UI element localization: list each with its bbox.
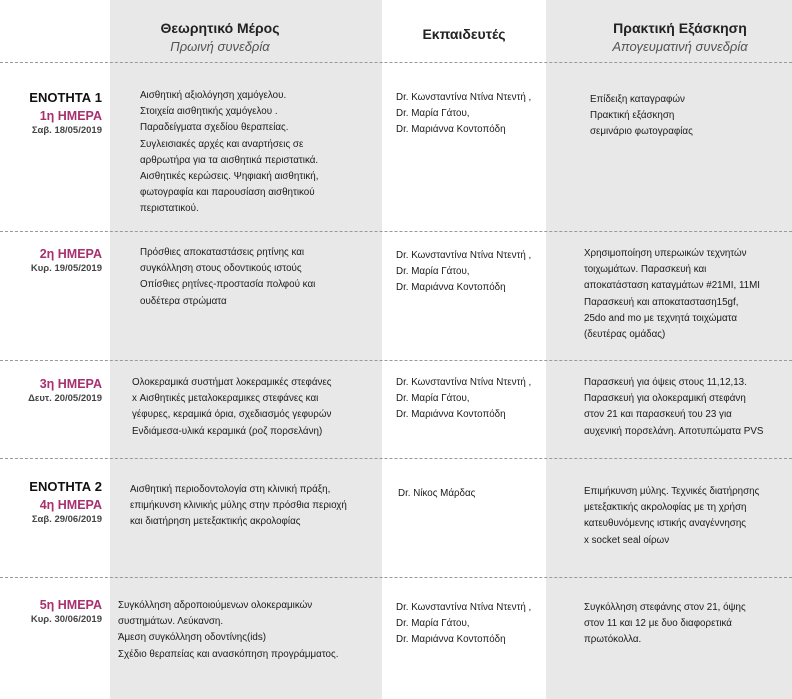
practice-line: Παρασκευή για όψεις στους 11,12,13. [584, 377, 747, 388]
theory-header [110, 0, 330, 62]
theory-cell-4 [130, 482, 366, 531]
theory-line: και διατήρηση μετεξακτικής ακρολοφίας [130, 516, 301, 528]
theory-line: Άμεση συγκόλληση οδοντίνης(ids) [118, 632, 266, 644]
theory-line: Ολοκεραμικά συστήματ λοκεραμικές στεφάνες [132, 377, 332, 388]
instructors-cell-1 [396, 90, 544, 139]
practice-cell-1 [590, 92, 792, 141]
practice-line: Παρασκευή και αποκατασταση15gf, [584, 296, 739, 308]
instructors-cell-3 [396, 375, 544, 424]
day-title: 5η ΗΜΕΡΑ [39, 598, 102, 612]
practice-title: Πρακτική Εξάσκηση [613, 20, 747, 36]
practice-line: στον 21 και παρασκευή του 23 για [584, 409, 732, 421]
day-title: 4η ΗΜΕΡΑ [39, 498, 102, 512]
practice-cell-3 [584, 375, 788, 440]
practice-line: (δευτέρας ομάδας) [584, 329, 666, 341]
day-date: Κυρ. 19/05/2019 [30, 263, 102, 274]
practice-line: στον 11 και 12 με δυο διαφορετικά [584, 618, 732, 630]
theory-line: x Αισθητικές μεταλοκεραμικες στεφάνες και [132, 393, 319, 405]
practice-line: Επίδειξη καταγραφών [590, 94, 685, 105]
row-divider [0, 577, 792, 578]
theory-line: Συγλεισιακές αρχές και αναρτήσεις σε [140, 138, 304, 150]
theory-subtitle: Πρωινή συνεδρία [170, 39, 270, 54]
row-divider [0, 458, 792, 459]
theory-cell-3 [132, 375, 368, 440]
theory-title: Θεωρητικό Μέρος [160, 20, 280, 36]
practice-cell-2 [584, 246, 788, 343]
theory-line: Αισθητική περιοδοντολογία στη κλινική πράξη, [130, 484, 331, 495]
day-label-1 [0, 90, 102, 136]
instructor-name: Dr. Κωνσταντίνα Ντίνα Ντεντή , [396, 377, 532, 388]
practice-line: x socket seal οίρων [584, 534, 670, 546]
practice-line: αυχενική πορσελάνη. Αποτυπώματα PVS [584, 425, 764, 437]
theory-line: Αισθητικές κερώσεις. Ψηφιακή αισθητική, [140, 171, 319, 183]
practice-cell-5 [584, 600, 788, 649]
theory-line: συγκόλληση στους οδοντικούς ιστούς [140, 263, 302, 275]
instructors-title: Εκπαιδευτές [422, 26, 506, 42]
practice-line: Πρακτική εξάσκηση [590, 110, 675, 122]
instructor-name: Dr. Μαρία Γάτου, [396, 108, 470, 120]
day-label-2 [0, 247, 102, 274]
theory-cell-5 [118, 598, 376, 663]
instructor-name: Dr. Μαρία Γάτου, [396, 266, 470, 278]
practice-line: σεμινάριο φωτογραφίας [590, 126, 693, 138]
instructor-name: Dr. Μαριάννα Κοντοπόδη [396, 409, 506, 421]
theory-line: Παραδείγματα σχεδίου θεραπείας. [140, 122, 289, 134]
practice-line: κατευθυνόμενης ιστικής αναγέννησης [584, 518, 747, 530]
theory-line: Σχέδιο θεραπείας και ανασκόπηση προγράμματος. [118, 648, 339, 660]
instructor-name: Dr. Μαριάννα Κοντοπόδη [396, 282, 506, 294]
practice-line: Συγκόλληση στεφάνης στον 21, όψης [584, 602, 746, 613]
day-date: Κυρ. 30/06/2019 [30, 614, 102, 625]
unit-label: ΕΝΟΤΗΤΑ 2 [29, 479, 102, 494]
practice-line: αποκατάσταση καταγμάτων #21MI, 11MI [584, 280, 760, 292]
practice-line: μετεξακτικής ακρολοφίας με τη χρήση [584, 502, 747, 514]
day-date: Δευτ. 20/05/2019 [28, 393, 102, 404]
day-date: Σαβ. 29/06/2019 [31, 514, 102, 525]
practice-line: Επιμήκυνση μύλης. Τεχνικές διατήρησης [584, 486, 760, 497]
practice-line: τοιχωμάτων. Παρασκευή και [584, 264, 707, 276]
theory-line: περιστατικού. [140, 203, 199, 215]
theory-line: Αισθητική αξιολόγηση χαμόγελου. [140, 90, 287, 101]
day-title: 3η ΗΜΕΡΑ [39, 377, 102, 391]
theory-line: ουδέτερα στρώματα [140, 295, 227, 307]
day-title: 2η ΗΜΕΡΑ [39, 247, 102, 261]
row-divider [0, 231, 792, 232]
row-divider [0, 62, 792, 63]
day-label-4 [0, 479, 102, 525]
practice-line: Παρασκευή για ολοκεραμική στεφάνη [584, 393, 746, 405]
instructor-name: Dr. Μαρία Γάτου, [396, 393, 470, 405]
theory-line: γέφυρες, κεραμικά όρια, σχεδιασμός γεφυρών [132, 409, 332, 421]
day-date: Σαβ. 18/05/2019 [31, 125, 102, 136]
practice-subtitle: Απογευματινή συνεδρία [612, 39, 748, 54]
day-title: 1η ΗΜΕΡΑ [39, 109, 102, 123]
theory-line: αρθρωτήρα για τα αισθητικά περιστατικά. [140, 154, 319, 166]
theory-line: Ενδιάμεσα-υλικά κεραμικά (ροζ πορσελάνη) [132, 425, 323, 437]
instructors-cell-2 [396, 248, 544, 297]
theory-line: επιμήκυνση κλινικής μύλης στην πρόσθια περιοχή [130, 500, 347, 512]
practice-line: Χρησιμοποίηση υπερωικών τεχνητών [584, 248, 747, 259]
instructor-name: Dr. Κωνσταντίνα Ντίνα Ντεντή , [396, 92, 532, 103]
theory-line: Οπίσθιες ρητίνες-προστασία πολφού και [140, 279, 316, 291]
instructor-name: Dr. Μαρία Γάτου, [396, 618, 470, 630]
theory-cell-2 [140, 245, 376, 310]
instructors-cell-4 [398, 486, 546, 502]
theory-line: συστημάτων. Λεύκανση. [118, 616, 224, 628]
practice-line: πρωτόκολλα. [584, 634, 642, 646]
day-label-5 [0, 598, 102, 625]
instructor-name: Dr. Μαριάννα Κοντοπόδη [396, 634, 506, 646]
instructor-name: Dr. Νίκος Μάρδας [398, 488, 476, 499]
theory-line: Πρόσθιες αποκαταστάσεις ρητίνης και [140, 247, 305, 258]
practice-header [580, 0, 780, 62]
day-label-3 [0, 377, 102, 404]
theory-line: Συγκόλληση αδροποιούμενων ολοκεραμικών [118, 600, 313, 611]
row-divider [0, 360, 792, 361]
instructor-name: Dr. Κωνσταντίνα Ντίνα Ντεντή , [396, 250, 532, 261]
instructors-cell-5 [396, 600, 544, 649]
practice-cell-4 [584, 484, 788, 549]
unit-label: ΕΝΟΤΗΤΑ 1 [29, 90, 102, 105]
instructor-name: Dr. Μαριάννα Κοντοπόδη [396, 124, 506, 136]
instructor-name: Dr. Κωνσταντίνα Ντίνα Ντεντή , [396, 602, 532, 613]
theory-cell-1 [140, 88, 376, 218]
theory-line: φωτογραφία και παρουσίαση αισθητικού [140, 187, 315, 199]
theory-line: Στοιχεία αισθητικής χαμόγελου . [140, 106, 278, 118]
practice-line: 25do and mo με τεχνητά τοιχώματα [584, 312, 738, 324]
instructors-header [382, 0, 546, 62]
